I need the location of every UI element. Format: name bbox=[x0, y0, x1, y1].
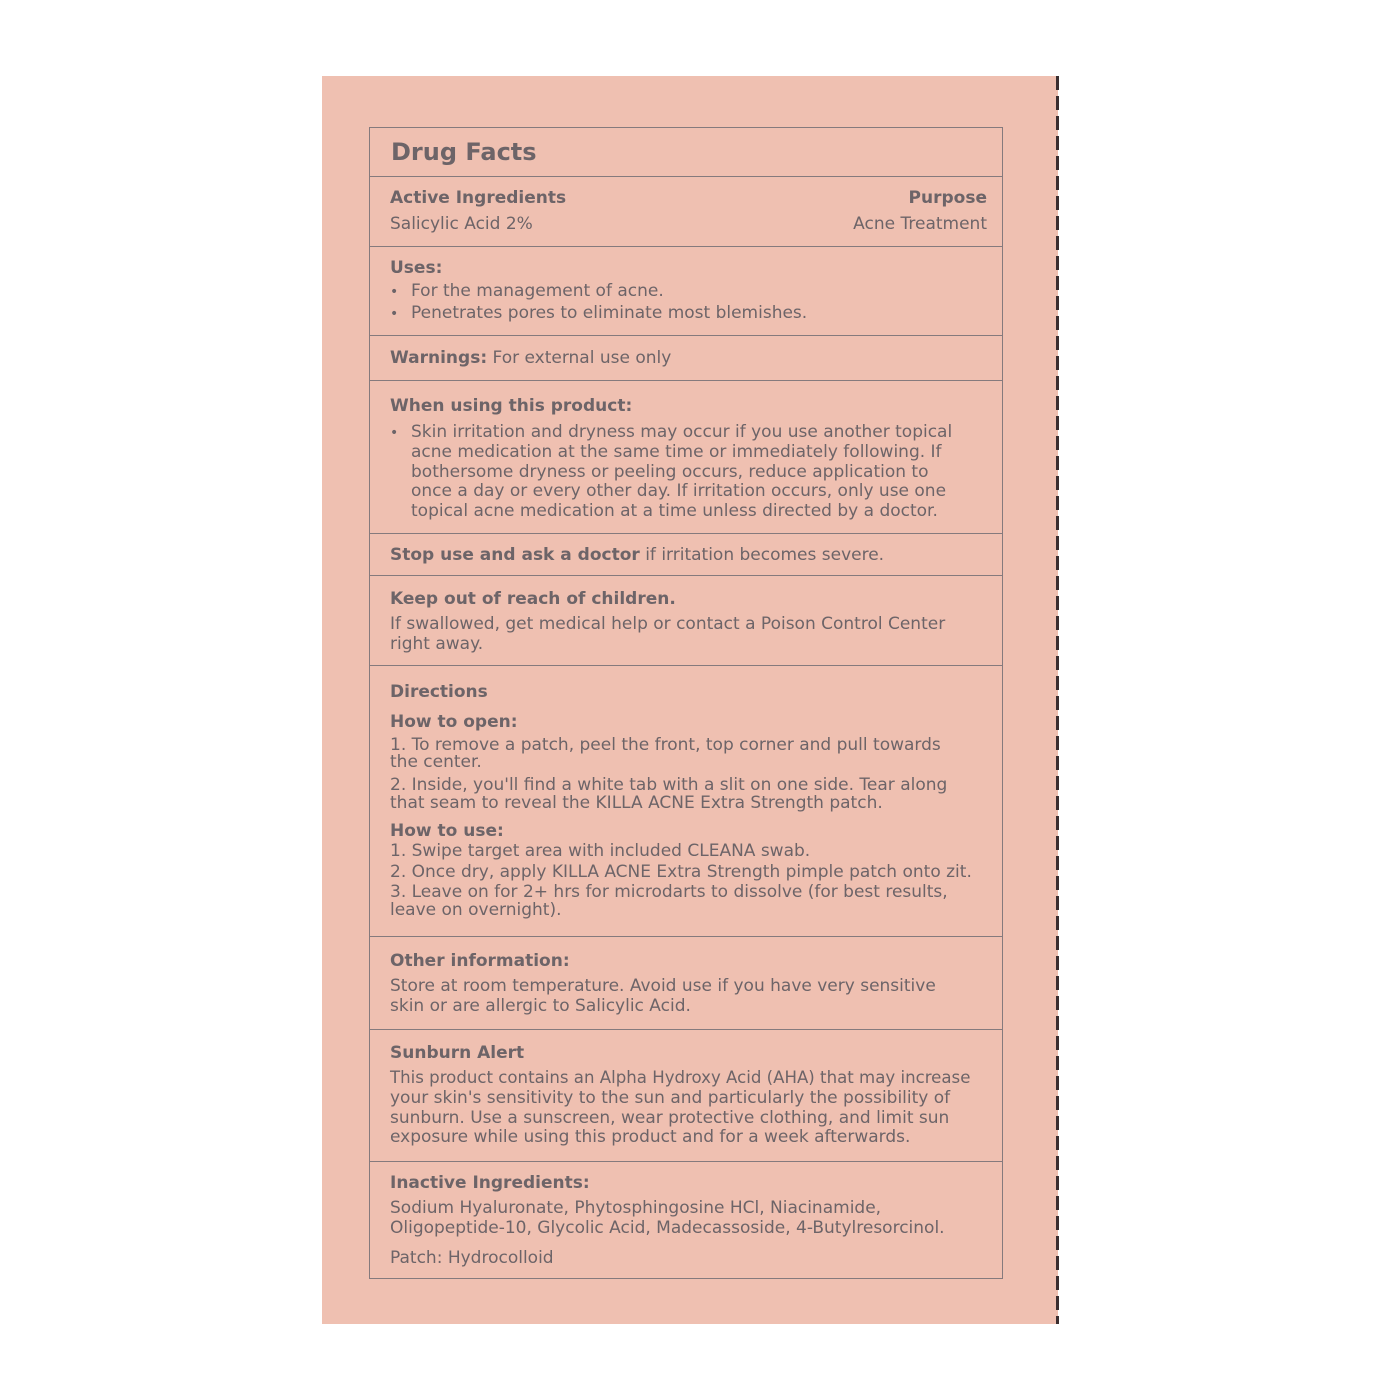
stop-use-text: if irritation becomes severe. bbox=[645, 545, 885, 565]
when-using-line: once a day or every other day. If irritation occurs, only use one bbox=[411, 481, 947, 501]
how-to-use-line: leave on overnight). bbox=[390, 900, 562, 920]
directions-section bbox=[370, 665, 1002, 936]
sunburn-alert-line: your skin's sensitivity to the sun and particularly the possibility of bbox=[390, 1088, 951, 1108]
drug-facts-panel bbox=[369, 127, 1003, 1279]
when-using-section bbox=[370, 380, 1002, 533]
uses-item: Penetrates pores to eliminate most blemishes. bbox=[411, 303, 808, 323]
how-to-use-line: 1. Swipe target area with included CLEANA swab. bbox=[390, 841, 811, 861]
how-to-use-heading: How to use: bbox=[390, 821, 504, 841]
bullet-icon: • bbox=[390, 306, 399, 322]
bullet-icon: • bbox=[390, 284, 399, 300]
sunburn-alert-section bbox=[370, 1029, 1002, 1161]
uses-heading: Uses: bbox=[390, 258, 443, 278]
inactive-ingredients-heading: Inactive Ingredients: bbox=[390, 1173, 590, 1193]
how-to-use-line: 2. Once dry, apply KILLA ACNE Extra Strength pimple patch onto zit. bbox=[390, 862, 972, 882]
uses-section bbox=[370, 246, 1002, 335]
title-section bbox=[370, 128, 1002, 176]
how-to-open-line: that seam to reveal the KILLA ACNE Extra Strength patch. bbox=[390, 793, 883, 813]
warnings-section bbox=[370, 335, 1002, 380]
sunburn-alert-line: sunburn. Use a sunscreen, wear protective clothing, and limit sun bbox=[390, 1108, 950, 1128]
other-information-line: Store at room temperature. Avoid use if you have very sensitive bbox=[390, 976, 936, 996]
sunburn-alert-heading: Sunburn Alert bbox=[390, 1043, 525, 1063]
sunburn-alert-line: exposure while using this product and for a week afterwards. bbox=[390, 1127, 911, 1147]
sunburn-alert-line: This product contains an Alpha Hydroxy Acid (AHA) that may increase bbox=[390, 1068, 971, 1087]
keep-out-section bbox=[370, 575, 1002, 665]
other-information-heading: Other information: bbox=[390, 951, 570, 971]
inactive-ingredients-line: Oligopeptide-10, Glycolic Acid, Madecassoside, 4-Butylresorcinol. bbox=[390, 1218, 945, 1238]
stop-use-section bbox=[370, 533, 1002, 575]
warnings-line bbox=[390, 348, 671, 368]
active-ingredients-section bbox=[370, 176, 1002, 246]
keep-out-heading: Keep out of reach of children. bbox=[390, 589, 676, 609]
keep-out-line: If swallowed, get medical help or contact a Poison Control Center bbox=[390, 614, 946, 634]
other-information-section bbox=[370, 936, 1002, 1029]
directions-heading: Directions bbox=[390, 682, 488, 702]
when-using-line: bothersome dryness or peeling occurs, reduce application to bbox=[411, 462, 929, 482]
when-using-line: acne medication at the same time or immediately following. If bbox=[411, 442, 942, 462]
active-ingredients-heading: Active Ingredients bbox=[390, 188, 567, 208]
how-to-open-line: 1. To remove a patch, peel the front, top corner and pull towards bbox=[390, 735, 941, 755]
patch-material: Patch: Hydrocolloid bbox=[390, 1248, 554, 1268]
how-to-use-line: 3. Leave on for 2+ hrs for microdarts to dissolve (for best results, bbox=[390, 882, 948, 902]
stop-use-heading: Stop use and ask a doctor bbox=[390, 545, 640, 565]
perforated-edge bbox=[1056, 76, 1059, 1324]
how-to-open-line: 2. Inside, you'll find a white tab with a slit on one side. Tear along bbox=[390, 775, 948, 795]
bullet-icon: • bbox=[390, 425, 399, 441]
uses-item: For the management of acne. bbox=[411, 281, 664, 301]
keep-out-line: right away. bbox=[390, 634, 484, 654]
warnings-heading: Warnings: bbox=[390, 348, 488, 368]
stop-use-line bbox=[390, 545, 884, 565]
inactive-ingredients-section bbox=[370, 1161, 1002, 1279]
how-to-open-line: the center. bbox=[390, 752, 482, 772]
how-to-open-heading: How to open: bbox=[390, 712, 518, 732]
page-title: Drug Facts bbox=[391, 138, 537, 166]
when-using-line: topical acne medication at a time unless directed by a doctor. bbox=[411, 501, 938, 521]
purpose-value: Acne Treatment bbox=[853, 214, 987, 234]
when-using-line: Skin irritation and dryness may occur if you use another topical bbox=[411, 422, 953, 442]
warnings-text: For external use only bbox=[492, 348, 672, 368]
inactive-ingredients-line: Sodium Hyaluronate, Phytosphingosine HCl, Niacinamide, bbox=[390, 1198, 882, 1218]
when-using-heading: When using this product: bbox=[390, 396, 633, 416]
purpose-heading: Purpose bbox=[908, 188, 987, 208]
other-information-line: skin or are allergic to Salicylic Acid. bbox=[390, 996, 691, 1016]
active-ingredient-value: Salicylic Acid 2% bbox=[390, 214, 533, 234]
